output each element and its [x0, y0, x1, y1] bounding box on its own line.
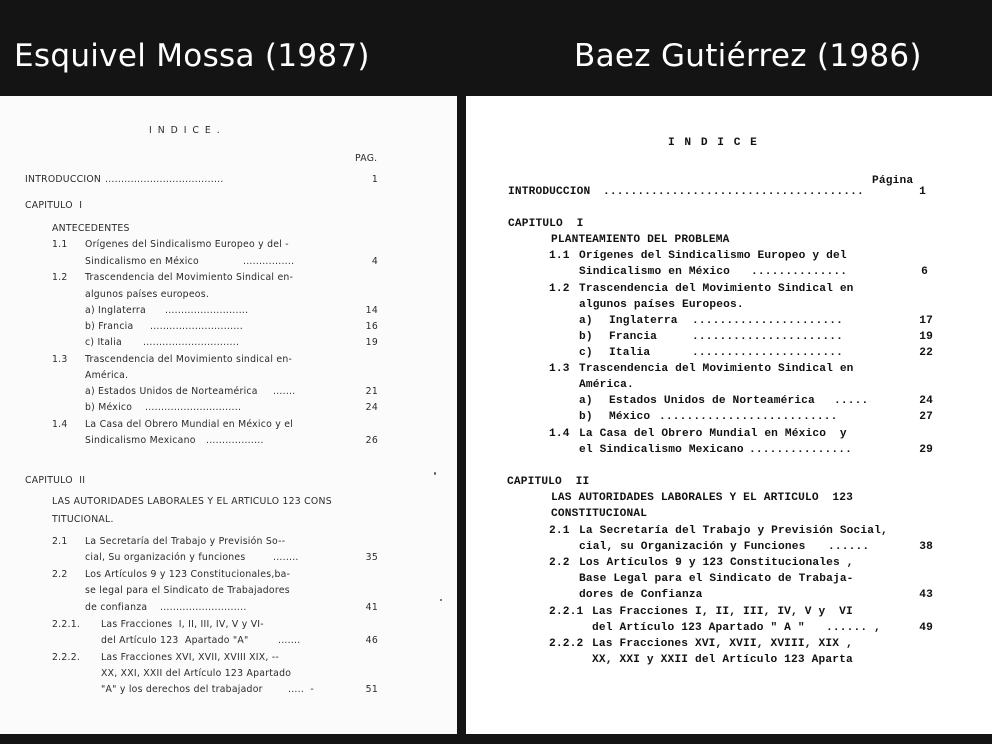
right-item-mark: a)	[579, 315, 593, 327]
right-page-number: 24	[919, 395, 933, 407]
left-page-number: 19	[365, 337, 378, 348]
left-page-number: 1	[371, 174, 378, 185]
left-toc-line: cial, Su organización y funciones	[85, 552, 246, 563]
right-chapter-2: CAPITULO II	[507, 476, 590, 488]
left-page-number: 24	[365, 402, 378, 413]
right-dot-leader: ......................	[692, 331, 843, 343]
left-toc-line: "A" y los derechos del trabajador	[101, 684, 263, 695]
right-toc-line: Estados Unidos de Norteamérica	[609, 395, 815, 407]
left-toc-line: Los Artículos 9 y 123 Constitucionales,ba-	[85, 569, 291, 580]
left-dot-leader: ...........................	[160, 602, 247, 613]
left-page-number: 51	[365, 684, 378, 695]
left-toc-line: Orígenes del Sindicalismo Europeo y del -	[85, 239, 289, 250]
left-toc-line: XX, XXI, XXII del Artículo 123 Apartado	[101, 668, 292, 679]
right-toc-line: Italia	[609, 347, 651, 359]
right-item-mark: b)	[579, 331, 593, 343]
left-toc-line: Las Fracciones I, II, III, IV, V y VI-	[101, 619, 264, 630]
left-dot-leader: .....................................	[105, 174, 224, 185]
left-toc-line: Sindicalismo en México	[85, 256, 199, 267]
left-dot-leader: .......	[278, 635, 301, 646]
left-chapter-2-title: LAS AUTORIDADES LABORALES Y EL ARTICULO 123 CONS	[52, 496, 332, 507]
left-toc-line: a) Estados Unidos de Norteamérica	[85, 386, 258, 397]
right-toc-line: Base Legal para el Sindicato de Trabaja-	[579, 573, 854, 585]
left-toc-line: c) Italia	[85, 337, 122, 348]
left-dot-leader: .......	[273, 386, 296, 397]
left-dot-leader: ..............................	[143, 337, 240, 348]
left-toc-line: algunos países europeos.	[85, 289, 210, 300]
right-page-number: 49	[919, 622, 933, 634]
left-chapter-2: CAPITULO II	[25, 475, 86, 486]
right-toc-line: el Sindicalismo Mexicano	[579, 444, 744, 456]
right-toc-line: América.	[579, 379, 634, 391]
left-intro-label: INTRODUCCION	[25, 174, 102, 185]
right-dot-leader: ...............	[749, 444, 852, 456]
left-section-number: 1.2	[52, 272, 68, 283]
left-page-number: 46	[365, 635, 378, 646]
left-dot-leader: ..........................	[165, 305, 249, 316]
left-chapter-2-title: TITUCIONAL.	[52, 514, 114, 525]
left-toc-line: se legal para el Sindicato de Trabajadores	[85, 585, 290, 596]
right-chapter-2-title: CONSTITUCIONAL	[551, 508, 648, 520]
right-page-number: 17	[919, 315, 933, 327]
right-chapter-2-title: LAS AUTORIDADES LABORALES Y EL ARTICULO 123	[551, 492, 853, 504]
left-page-number: 4	[371, 256, 378, 267]
right-item-mark: b)	[579, 411, 593, 423]
left-toc-line: Trascendencia del Movimiento Sindical en-	[85, 272, 294, 283]
right-index-heading: I N D I C E	[668, 137, 759, 149]
left-toc-line: América.	[85, 370, 129, 381]
right-page-number: 38	[919, 541, 933, 553]
left-chapter-1: CAPITULO I	[25, 200, 83, 211]
right-toc-line: dores de Confianza	[579, 589, 703, 601]
left-section-number: 2.2.2.	[52, 652, 81, 663]
left-section-number: 2.2	[52, 569, 68, 580]
left-chapter-1-subtitle: ANTECEDENTES	[52, 223, 130, 234]
left-page-label: PAG.	[355, 153, 378, 164]
right-section-number: 1.3	[549, 363, 570, 375]
left-section-number: 1.4	[52, 419, 68, 430]
left-index-heading: I N D I C E .	[149, 125, 222, 136]
right-section-number: 1.1	[549, 250, 570, 262]
right-toc-line: Las Fracciones I, II, III, IV, V y VI	[592, 606, 853, 618]
right-toc-line: Las Fracciones XVI, XVII, XVIII, XIX ,	[592, 638, 853, 650]
paper-speck	[434, 472, 436, 475]
left-toc-line: La Secretaría del Trabajo y Previsión So--	[85, 536, 286, 547]
left-dot-leader: ........	[273, 552, 299, 563]
left-title: Esquivel Mossa (1987)	[14, 38, 370, 74]
left-dot-leader: .............................	[150, 321, 243, 332]
left-section-number: 1.3	[52, 354, 68, 365]
right-chapter-1: CAPITULO I	[508, 218, 584, 230]
right-page-number: 27	[919, 411, 933, 423]
left-toc-line: b) México	[85, 402, 133, 413]
left-section-number: 2.2.1.	[52, 619, 81, 630]
right-toc-line: La Secretaría del Trabajo y Previsión Social,	[579, 525, 888, 537]
right-toc-line: La Casa del Obrero Mundial en México y	[579, 428, 847, 440]
left-toc-line: La Casa del Obrero Mundial en México y el	[85, 419, 294, 430]
right-toc-line: Francia	[609, 331, 658, 343]
left-page-number: 16	[365, 321, 378, 332]
left-toc-line: Las Fracciones XVI, XVII, XVIII XIX, --	[101, 652, 280, 663]
right-toc-line: del Artículo 123 Apartado " A "	[592, 622, 805, 634]
right-title: Baez Gutiérrez (1986)	[574, 38, 922, 74]
left-toc-line: de confianza	[85, 602, 148, 613]
right-toc-line: cial, su Organización y Funciones	[579, 541, 806, 553]
left-toc-line: a) Inglaterra	[85, 305, 146, 316]
header-bar	[0, 0, 992, 96]
right-toc-line: Trascendencia del Movimiento Sindical en	[579, 283, 854, 295]
left-toc-line: b) Francia	[85, 321, 134, 332]
right-toc-line: Los Artículos 9 y 123 Constitucionales ,	[579, 557, 854, 569]
right-toc-line: algunos países Europeos.	[579, 299, 744, 311]
right-item-mark: c)	[579, 347, 593, 359]
paper-speck	[440, 599, 442, 601]
right-page-number: 19	[919, 331, 933, 343]
right-document	[466, 96, 992, 734]
right-intro-label: INTRODUCCION	[508, 186, 591, 198]
right-page-label: Página	[872, 175, 914, 187]
right-toc-line: Sindicalismo en México	[579, 266, 730, 278]
right-dot-leader: .....	[834, 395, 869, 407]
left-page-number: 21	[365, 386, 378, 397]
left-toc-line: Sindicalismo Mexicano	[85, 435, 196, 446]
right-section-number: 1.2	[549, 283, 570, 295]
right-toc-line: México	[609, 411, 651, 423]
right-dot-leader: ......	[828, 541, 870, 553]
left-dot-leader: ..............................	[145, 402, 242, 413]
right-toc-line: Trascendencia del Movimiento Sindical en	[579, 363, 854, 375]
left-page-number: 26	[365, 435, 378, 446]
left-page-number: 41	[365, 602, 378, 613]
left-document	[0, 96, 457, 734]
right-toc-line: XX, XXI y XXII del Artículo 123 Aparta	[592, 654, 853, 666]
right-page-number: 43	[919, 589, 933, 601]
left-toc-line: del Artículo 123 Apartado "A"	[101, 635, 249, 646]
right-dot-leader: ......................	[692, 315, 843, 327]
right-item-mark: a)	[579, 395, 593, 407]
left-section-number: 2.1	[52, 536, 68, 547]
right-page-number: 1	[919, 186, 926, 198]
left-page-number: 35	[365, 552, 378, 563]
right-section-number: 2.2.2	[549, 638, 584, 650]
right-dot-leader: ...... ,	[826, 622, 881, 634]
right-dot-leader: ......................................	[603, 186, 864, 198]
left-dot-leader: ..................	[206, 435, 264, 446]
right-section-number: 2.1	[549, 525, 570, 537]
right-dot-leader: ..............	[751, 266, 848, 278]
right-page-number: 6	[921, 266, 928, 278]
right-dot-leader: ..........................	[659, 411, 838, 423]
left-dot-leader: ................	[243, 256, 295, 267]
right-toc-line: Inglaterra	[609, 315, 678, 327]
left-toc-line: Trascendencia del Movimiento sindical en-	[85, 354, 293, 365]
right-section-number: 2.2	[549, 557, 570, 569]
right-dot-leader: ......................	[692, 347, 843, 359]
right-section-number: 2.2.1	[549, 606, 584, 618]
left-dot-leader: ..... -	[288, 684, 315, 695]
right-page-number: 29	[919, 444, 933, 456]
left-page-number: 14	[365, 305, 378, 316]
left-section-number: 1.1	[52, 239, 68, 250]
right-toc-line: Orígenes del Sindicalismo Europeo y del	[579, 250, 847, 262]
right-page-number: 22	[919, 347, 933, 359]
right-section-number: 1.4	[549, 428, 570, 440]
right-chapter-1-subtitle: PLANTEAMIENTO DEL PROBLEMA	[551, 234, 730, 246]
